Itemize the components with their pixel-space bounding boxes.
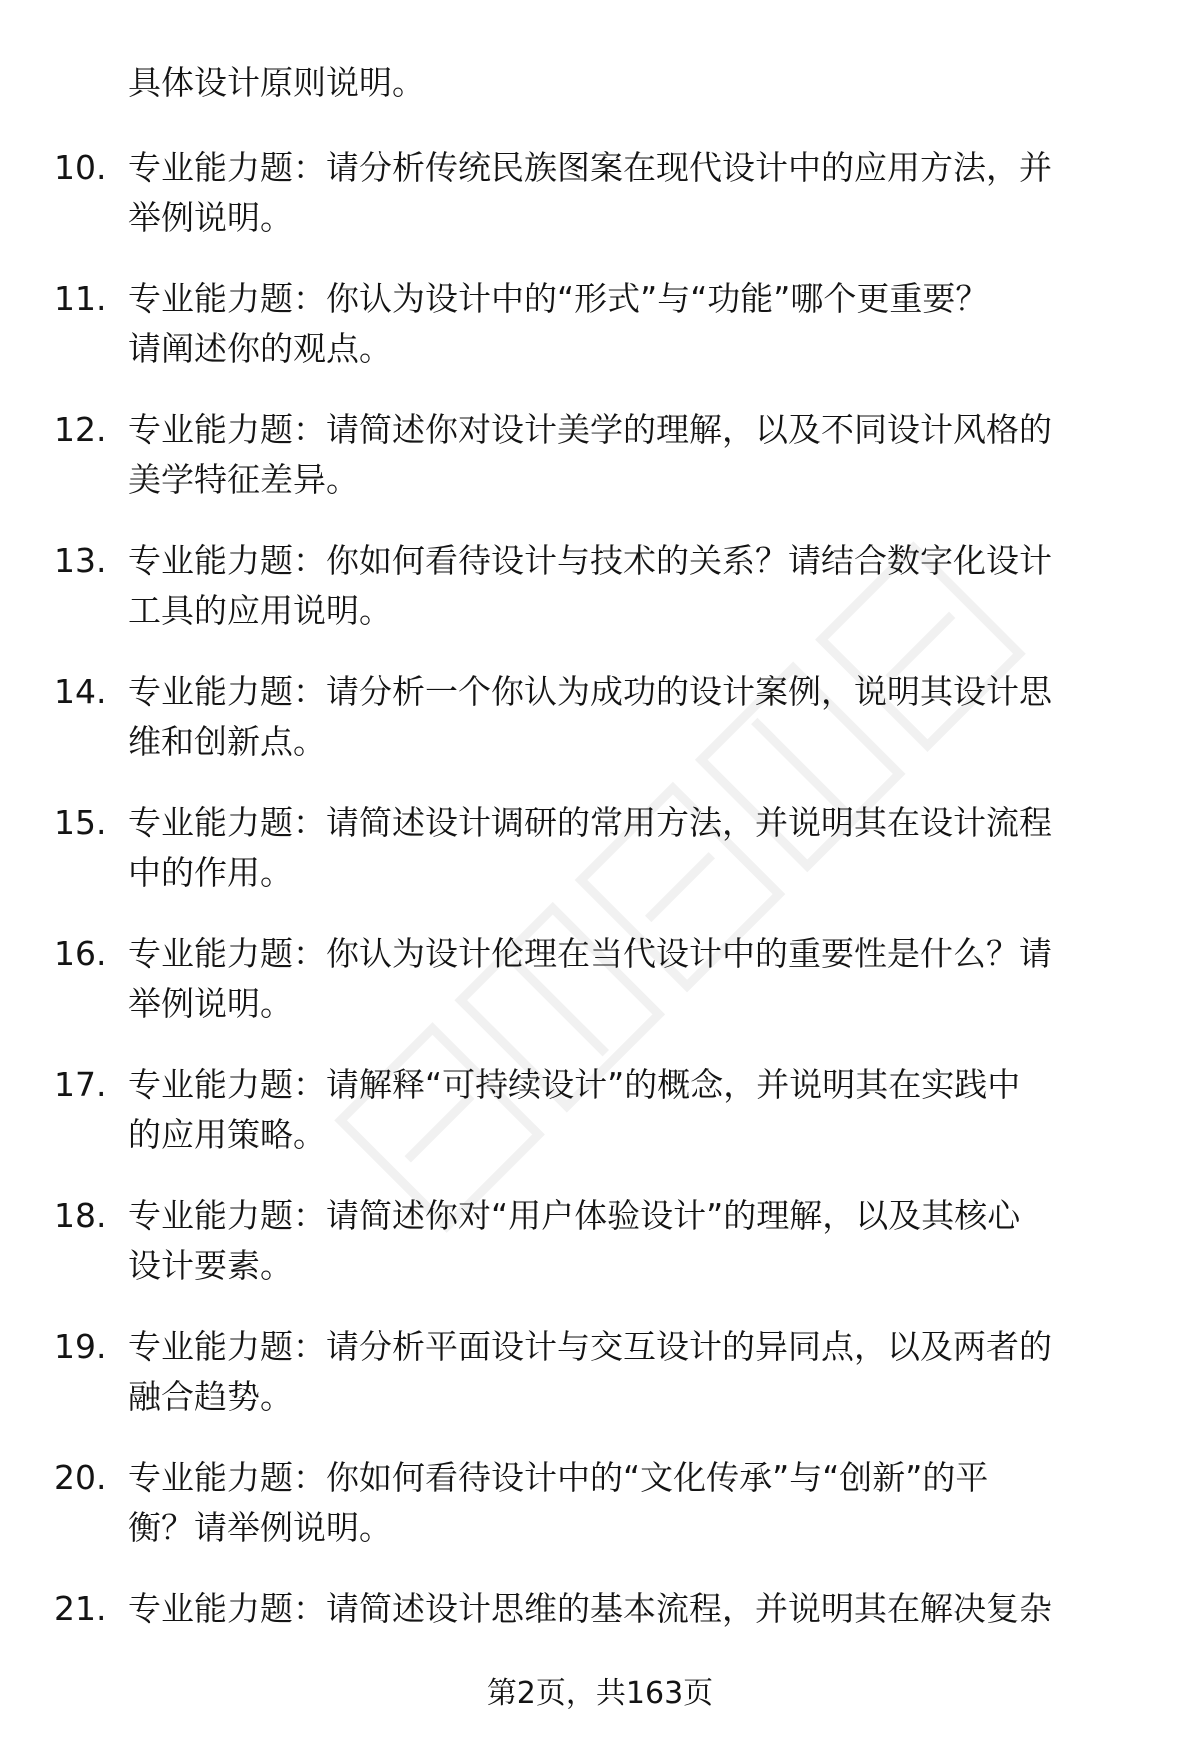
question-item — [0, 405, 1200, 536]
question-line: 专业能力题：请分析平面设计与交互设计的异同点，以及两者的 — [128, 1327, 1052, 1366]
question-text — [128, 929, 1140, 1029]
question-line: 专业能力题：请分析一个你认为成功的设计案例，说明其设计思 — [128, 672, 1052, 711]
question-number: 19. — [54, 1327, 107, 1366]
question-line: 的应用策略。 — [128, 1115, 326, 1154]
question-item — [0, 143, 1200, 274]
continuation-line: 具体设计原则说明。 — [128, 63, 425, 102]
question-text — [128, 143, 1140, 243]
question-line: 专业能力题：请解释“可持续设计”的概念，并说明其在实践中 — [128, 1065, 1021, 1104]
question-line: 专业能力题：请简述设计思维的基本流程，并说明其在解决复杂 — [128, 1589, 1052, 1628]
question-line: 维和创新点。 — [128, 722, 326, 761]
question-line: 专业能力题：你认为设计伦理在当代设计中的重要性是什么？请 — [128, 934, 1052, 973]
question-number: 15. — [54, 803, 107, 842]
question-line: 专业能力题：请简述你对设计美学的理解，以及不同设计风格的 — [128, 410, 1052, 449]
question-line: 中的作用。 — [128, 853, 293, 892]
question-text — [128, 667, 1140, 767]
question-text — [128, 274, 1140, 374]
question-number: 12. — [54, 410, 107, 449]
question-line: 专业能力题：你认为设计中的“形式”与“功能”哪个更重要？ — [128, 279, 989, 318]
question-text — [128, 1322, 1140, 1422]
question-line: 举例说明。 — [128, 198, 293, 237]
question-text — [128, 1453, 1140, 1553]
question-line: 举例说明。 — [128, 984, 293, 1023]
question-number: 21. — [54, 1589, 107, 1628]
question-number: 10. — [54, 148, 107, 187]
question-number: 18. — [54, 1196, 107, 1235]
question-item — [0, 274, 1200, 405]
question-item — [0, 536, 1200, 667]
question-item — [0, 929, 1200, 1060]
question-number: 14. — [54, 672, 107, 711]
question-item — [0, 798, 1200, 929]
question-text — [128, 1060, 1140, 1160]
question-line: 请阐述你的观点。 — [128, 329, 392, 368]
question-number: 17. — [54, 1065, 107, 1104]
question-item — [0, 1191, 1200, 1322]
page-footer: 第2页，共163页 — [486, 1676, 714, 1711]
question-line: 专业能力题：请简述你对“用户体验设计”的理解，以及其核心 — [128, 1196, 1021, 1235]
question-number: 16. — [54, 934, 107, 973]
question-text — [128, 1584, 1140, 1634]
question-text — [128, 798, 1140, 898]
question-line: 融合趋势。 — [128, 1377, 293, 1416]
question-line: 专业能力题：请简述设计调研的常用方法，并说明其在设计流程 — [128, 803, 1052, 842]
question-line: 专业能力题：你如何看待设计与技术的关系？请结合数字化设计 — [128, 541, 1052, 580]
question-number: 20. — [54, 1458, 107, 1497]
question-item — [0, 667, 1200, 798]
question-line: 专业能力题：你如何看待设计中的“文化传承”与“创新”的平 — [128, 1458, 989, 1497]
question-line: 工具的应用说明。 — [128, 591, 392, 630]
question-text — [128, 536, 1140, 636]
question-line: 专业能力题：请分析传统民族图案在现代设计中的应用方法，并 — [128, 148, 1052, 187]
question-item — [0, 1322, 1200, 1453]
question-item — [0, 1060, 1200, 1191]
question-line: 美学特征差异。 — [128, 460, 359, 499]
question-number: 13. — [54, 541, 107, 580]
question-number: 11. — [54, 279, 107, 318]
question-text — [128, 1191, 1140, 1291]
question-line: 衡？请举例说明。 — [128, 1508, 392, 1547]
question-text — [128, 405, 1140, 505]
question-item — [0, 1453, 1200, 1584]
question-list — [0, 143, 1200, 1715]
question-line: 设计要素。 — [128, 1246, 293, 1285]
